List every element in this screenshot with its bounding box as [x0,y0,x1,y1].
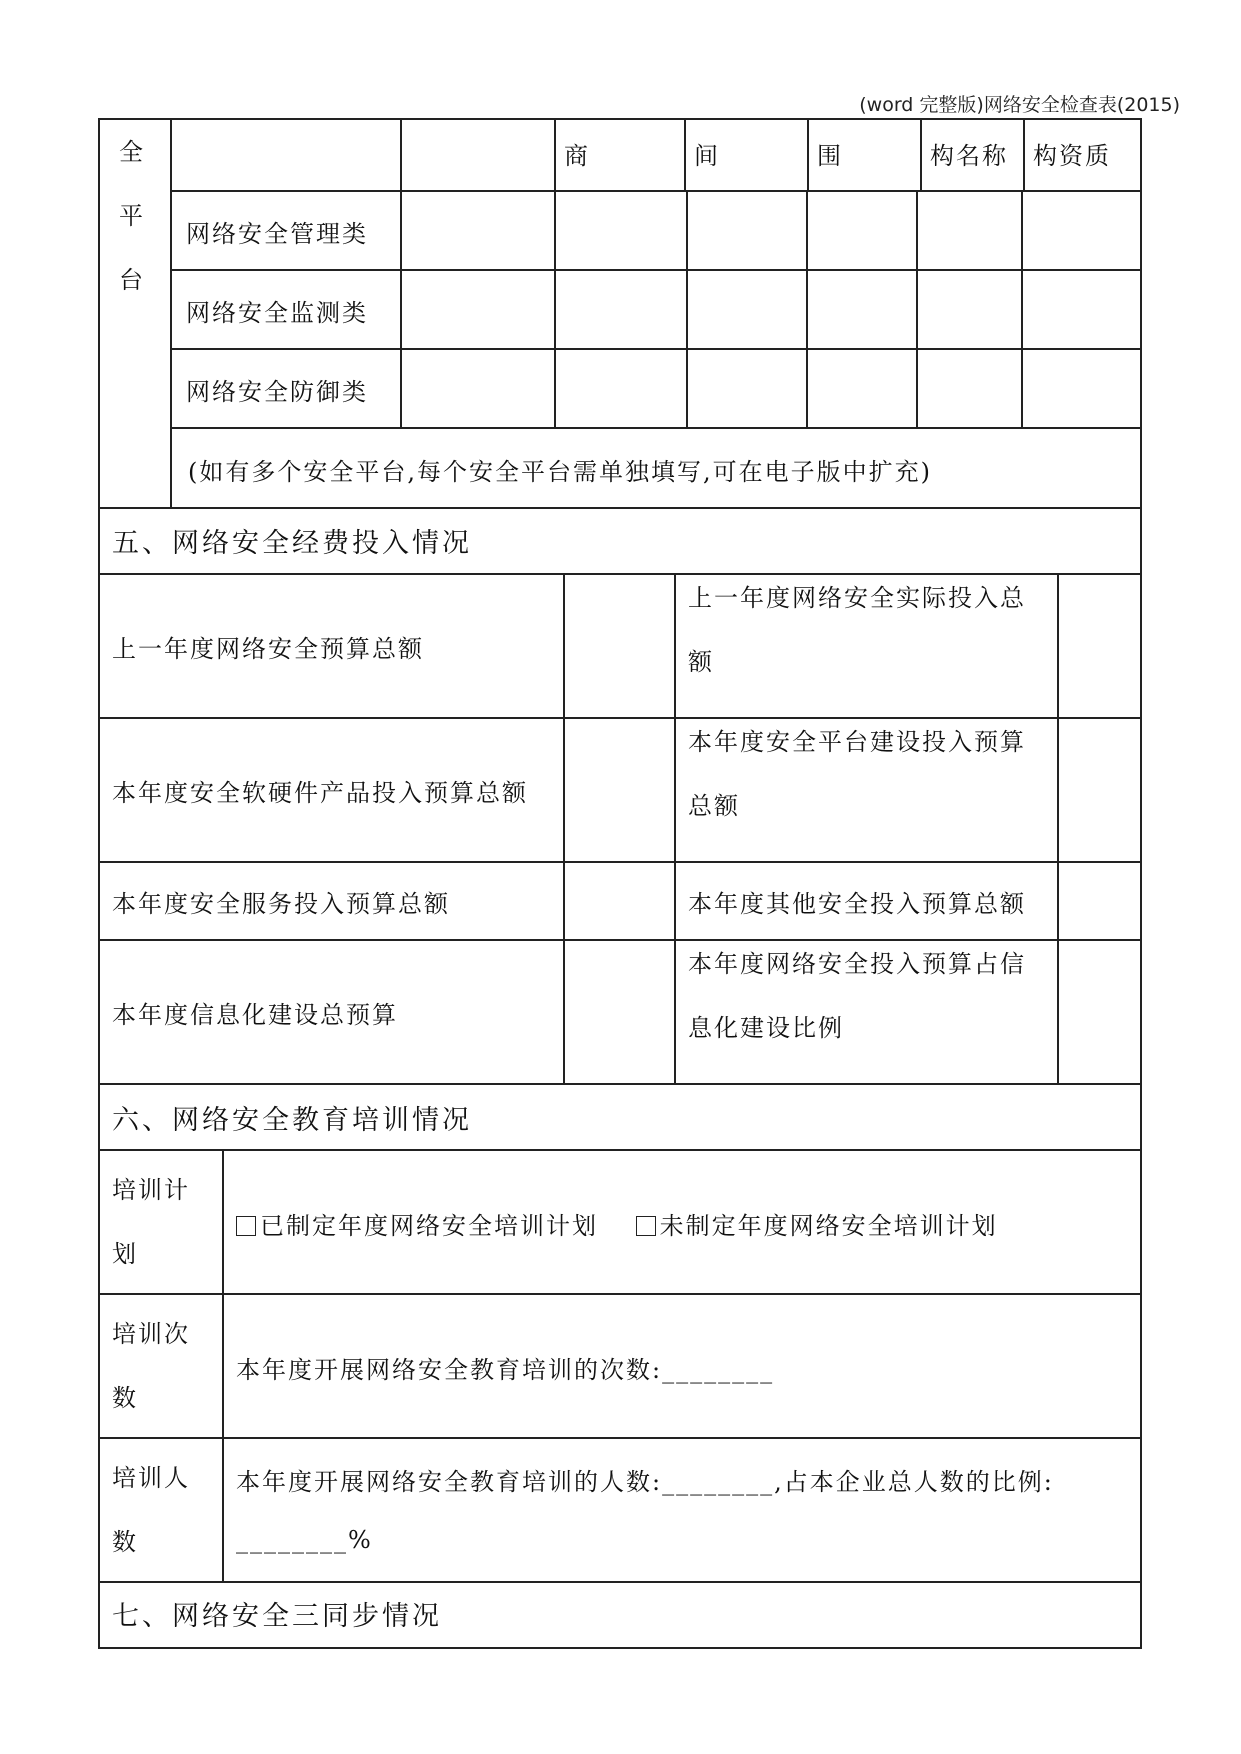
training-divider [222,1149,224,1581]
funding-left-3: 本年度安全服务投入预算总额 [112,890,450,918]
section-6-heading: 六、网络安全教育培训情况 [112,1105,472,1136]
inspection-form [98,118,1142,1648]
col-divider-4-head [807,118,809,190]
side-char-3: 台 [119,266,143,294]
training-plan-label: 培训计划 [112,1176,190,1268]
col-header-3: 围 [817,142,843,170]
platform-line-5 [98,507,1142,509]
platform-note: (如有多个安全平台,每个安全平台需单独填写,可在电子版中扩充) [188,458,932,486]
section-5-heading: 五、网络安全经费投入情况 [112,528,472,559]
funding-left-1: 上一年度网络安全预算总额 [112,635,424,663]
platform-line-4 [170,427,1142,429]
plan-option-no[interactable] [636,1206,998,1241]
training-line-2 [98,1437,1142,1439]
funding-right-2: 本年度安全平台建设投入预算总额 [688,728,1026,820]
col-divider-5-head [920,118,922,190]
platform-line-2 [170,269,1142,271]
col-divider-2-head [554,118,556,190]
funding-divider-2 [674,573,676,1083]
training-count-text: 本年度开展网络安全教育培训的次数:________ [236,1356,775,1384]
funding-left-4: 本年度信息化建设总预算 [112,1001,398,1029]
col-divider-6 [1021,190,1023,427]
section-6-heading-line [98,1149,1142,1151]
funding-divider-1 [563,573,565,1083]
frame-top-line [98,118,1142,120]
funding-line-2 [98,861,1142,863]
platform-line-3 [170,348,1142,350]
row-label-defense: 网络安全防御类 [186,378,368,406]
funding-divider-3 [1057,573,1059,1083]
training-count-label: 培训次数 [112,1320,190,1412]
training-line-3 [98,1581,1142,1583]
col-divider-5 [916,190,918,427]
platform-side-label [116,120,146,312]
frame-left-line [98,118,100,1648]
plan-option-no-label: 未制定年度网络安全培训计划 [659,1212,998,1240]
training-plan-options [236,1206,1026,1241]
col-header-1: 商 [564,142,590,170]
col-header-2: 间 [694,142,720,170]
training-people-text: 本年度开展网络安全教育培训的人数:________,占本企业总人数的比例: [236,1468,1054,1496]
side-char-2: 平 [119,202,143,230]
funding-right-4: 本年度网络安全投入预算占信息化建设比例 [688,950,1026,1042]
platform-side-divider [170,118,172,507]
funding-line-4 [98,1083,1142,1085]
funding-left-2: 本年度安全软硬件产品投入预算总额 [112,779,528,807]
training-line-1 [98,1293,1142,1295]
row-label-management: 网络安全管理类 [186,220,368,248]
funding-right-1: 上一年度网络安全实际投入总额 [688,584,1026,676]
training-people-label: 培训人数 [112,1464,190,1556]
col-divider-3-head [684,118,686,190]
plan-option-yes-label: 已制定年度网络安全培训计划 [260,1212,598,1240]
checkbox-yes[interactable] [236,1216,256,1236]
row-label-monitoring: 网络安全监测类 [186,299,368,327]
platform-line-1 [170,190,1142,192]
col-header-5: 构资质 [1033,142,1111,170]
col-divider-3 [686,190,688,427]
col-divider-4 [806,190,808,427]
training-people-percent: ________% [236,1526,373,1554]
section-7-heading: 七、网络安全三同步情况 [112,1601,442,1632]
checkbox-no[interactable] [636,1216,656,1236]
side-char-1: 全 [119,138,143,166]
plan-option-yes[interactable] [236,1206,598,1241]
document-header: (word 完整版)网络安全检查表(2015) [859,94,1180,116]
col-divider-2 [554,190,556,427]
frame-bottom-line [98,1647,1142,1649]
funding-right-3: 本年度其他安全投入预算总额 [688,890,1026,918]
col-divider-1 [400,118,402,427]
col-header-4: 构名称 [930,142,1008,170]
col-divider-6-head [1023,118,1025,190]
